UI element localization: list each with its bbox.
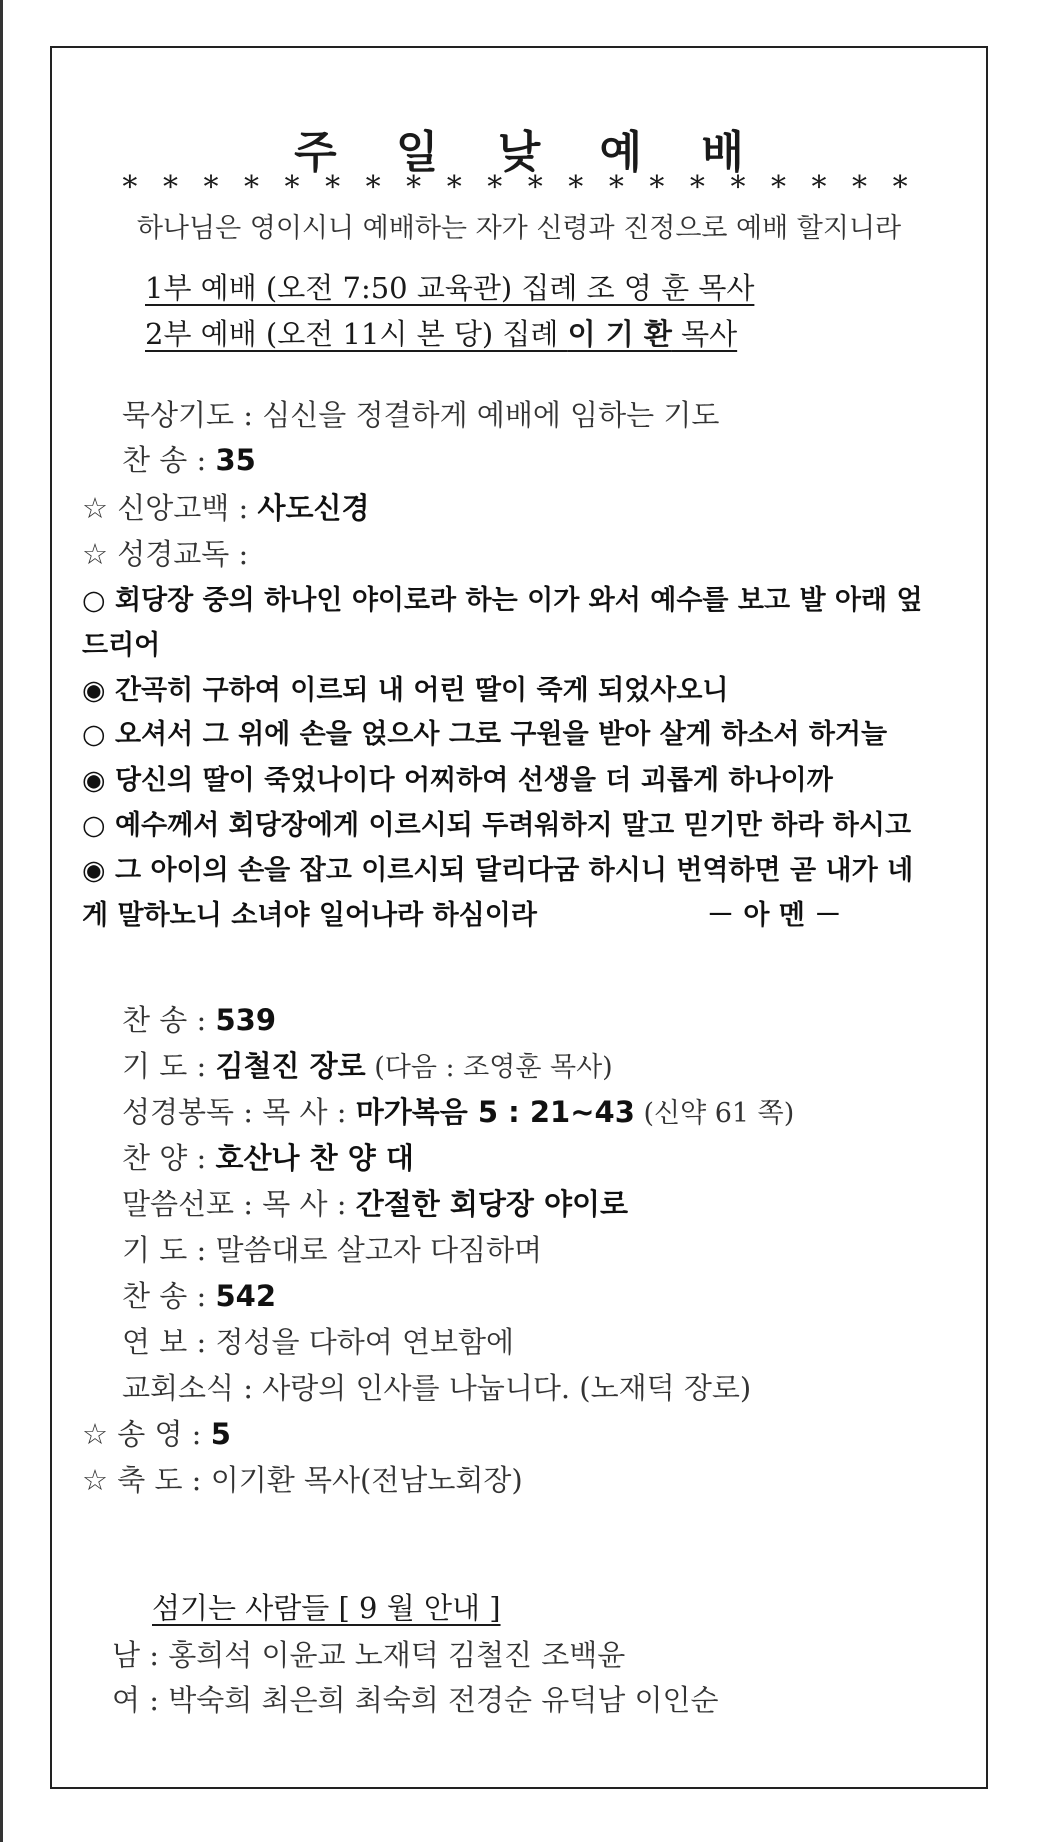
service-1-info: 1부 예배 (오전 7:50 교육관) 집례 조 영 훈 목사 xyxy=(145,271,755,305)
order-text: 정성을 다하여 연보함에 xyxy=(215,1325,515,1359)
amen: － 아 멘 － xyxy=(707,900,842,931)
order-label: 성경교독 : xyxy=(117,537,249,571)
order-hymn-1 xyxy=(122,438,256,479)
creed-value: 사도신경 xyxy=(257,491,370,525)
order-label: 송 영 : xyxy=(117,1417,202,1451)
ushers-women: 여 : 박숙희 최은희 최숙희 전경순 유덕남 이인순 xyxy=(112,1683,719,1717)
page-edge xyxy=(0,0,3,1842)
order-doxology xyxy=(82,1412,231,1453)
reader: 목 사 : xyxy=(262,1095,356,1129)
service-2-prefix: 2부 예배 (오전 11시 본 당) 집례 xyxy=(145,317,568,351)
order-label: 묵상기도 : xyxy=(122,398,254,432)
ushers-men: 남 : 홍희석 이윤교 노재덕 김철진 조백윤 xyxy=(112,1638,626,1672)
order-label: 기 도 : xyxy=(122,1049,207,1083)
reading-line: 드리어 xyxy=(82,630,161,661)
preacher: 목 사 : xyxy=(262,1187,356,1221)
star-mark: ☆ xyxy=(82,491,108,525)
order-responsive-reading xyxy=(82,532,248,573)
star-divider: * * * * * * * * * * * * * * * * * * * * xyxy=(122,170,916,205)
order-text: 이기환 목사(전남노회장) xyxy=(210,1463,523,1497)
order-offering xyxy=(122,1320,514,1361)
prayer-leader: 김철진 장로 xyxy=(215,1049,366,1083)
sermon-title: 간절한 회당장 야이로 xyxy=(355,1187,629,1221)
order-hymn-3 xyxy=(122,1274,276,1315)
order-label: 찬 송 : xyxy=(122,1003,207,1037)
reading-line: ○ 오셔서 그 위에 손을 얹으사 그로 구원을 받아 살게 하소서 하거늘 xyxy=(82,719,888,750)
order-label: 연 보 : xyxy=(122,1325,207,1359)
order-closing-prayer xyxy=(122,1228,542,1269)
star-mark: ☆ xyxy=(82,1417,108,1451)
reading-line: ◉ 그 아이의 손을 잡고 이르시되 달리다굼 하시니 번역하면 곧 내가 네 xyxy=(82,855,914,886)
bulletin-frame xyxy=(50,46,988,1789)
order-meditation xyxy=(122,393,719,434)
ushers-title: 섬기는 사람들 [ 9 월 안내 ] xyxy=(152,1591,501,1625)
doxology-number: 5 xyxy=(210,1417,231,1451)
star-mark: ☆ xyxy=(82,537,108,571)
order-label: 찬 송 : xyxy=(122,443,207,477)
order-label: 축 도 : xyxy=(117,1463,202,1497)
order-announcements xyxy=(122,1366,751,1407)
theme-verse: 하나님은 영이시니 예배하는 자가 신령과 진정으로 예배 할지니라 xyxy=(136,213,902,244)
choir-name: 호산나 찬 양 대 xyxy=(215,1141,414,1175)
service-2-info xyxy=(145,312,737,353)
order-label: 신앙고백 : xyxy=(117,491,249,525)
order-choir xyxy=(122,1136,414,1177)
order-label: 성경봉독 : xyxy=(122,1095,254,1129)
order-prayer xyxy=(122,1044,613,1085)
order-text: 심신을 정결하게 예배에 임하는 기도 xyxy=(262,398,720,432)
hymn-number: 35 xyxy=(215,443,256,477)
service-2-officiant: 이 기 환 xyxy=(567,317,672,351)
order-benediction xyxy=(82,1458,523,1499)
star-mark: ☆ xyxy=(82,1463,108,1497)
order-label: 기 도 : xyxy=(122,1233,207,1267)
order-label: 교회소식 : xyxy=(122,1371,254,1405)
scripture-ref: 마가복음 5 : 21~43 xyxy=(355,1095,635,1129)
order-label: 말씀선포 : xyxy=(122,1187,254,1221)
order-creed xyxy=(82,486,370,527)
reading-line: ◉ 당신의 딸이 죽었나이다 어찌하여 선생을 더 괴롭게 하나이까 xyxy=(82,765,833,796)
service-2-suffix: 목사 xyxy=(671,317,738,351)
order-scripture-reading xyxy=(122,1090,794,1131)
hymn-number: 539 xyxy=(215,1003,277,1037)
order-sermon xyxy=(122,1182,628,1223)
hymn-number: 542 xyxy=(215,1279,277,1313)
order-text: 말씀대로 살고자 다짐하며 xyxy=(215,1233,543,1267)
reading-line: ◉ 간곡히 구하여 이르되 내 어린 딸이 죽게 되었사오니 xyxy=(82,675,729,706)
reading-line: 게 말하노니 소녀야 일어나라 하심이라 xyxy=(82,900,537,931)
order-label: 찬 양 : xyxy=(122,1141,207,1175)
reading-line: ○ 회당장 중의 하나인 야이로라 하는 이가 와서 예수를 보고 발 아래 엎 xyxy=(82,585,923,616)
page-title: 주 일 낮 예 배 xyxy=(294,127,766,178)
order-label: 찬 송 : xyxy=(122,1279,207,1313)
order-text: 사랑의 인사를 나눕니다. (노재덕 장로) xyxy=(262,1371,752,1405)
prayer-next: (다음 : 조영훈 목사) xyxy=(365,1052,613,1083)
reading-line: ○ 예수께서 회당장에게 이르시되 두려워하지 말고 믿기만 하라 하시고 xyxy=(82,810,912,841)
order-hymn-2 xyxy=(122,998,276,1039)
page-ref: (신약 61 쪽) xyxy=(634,1098,795,1129)
